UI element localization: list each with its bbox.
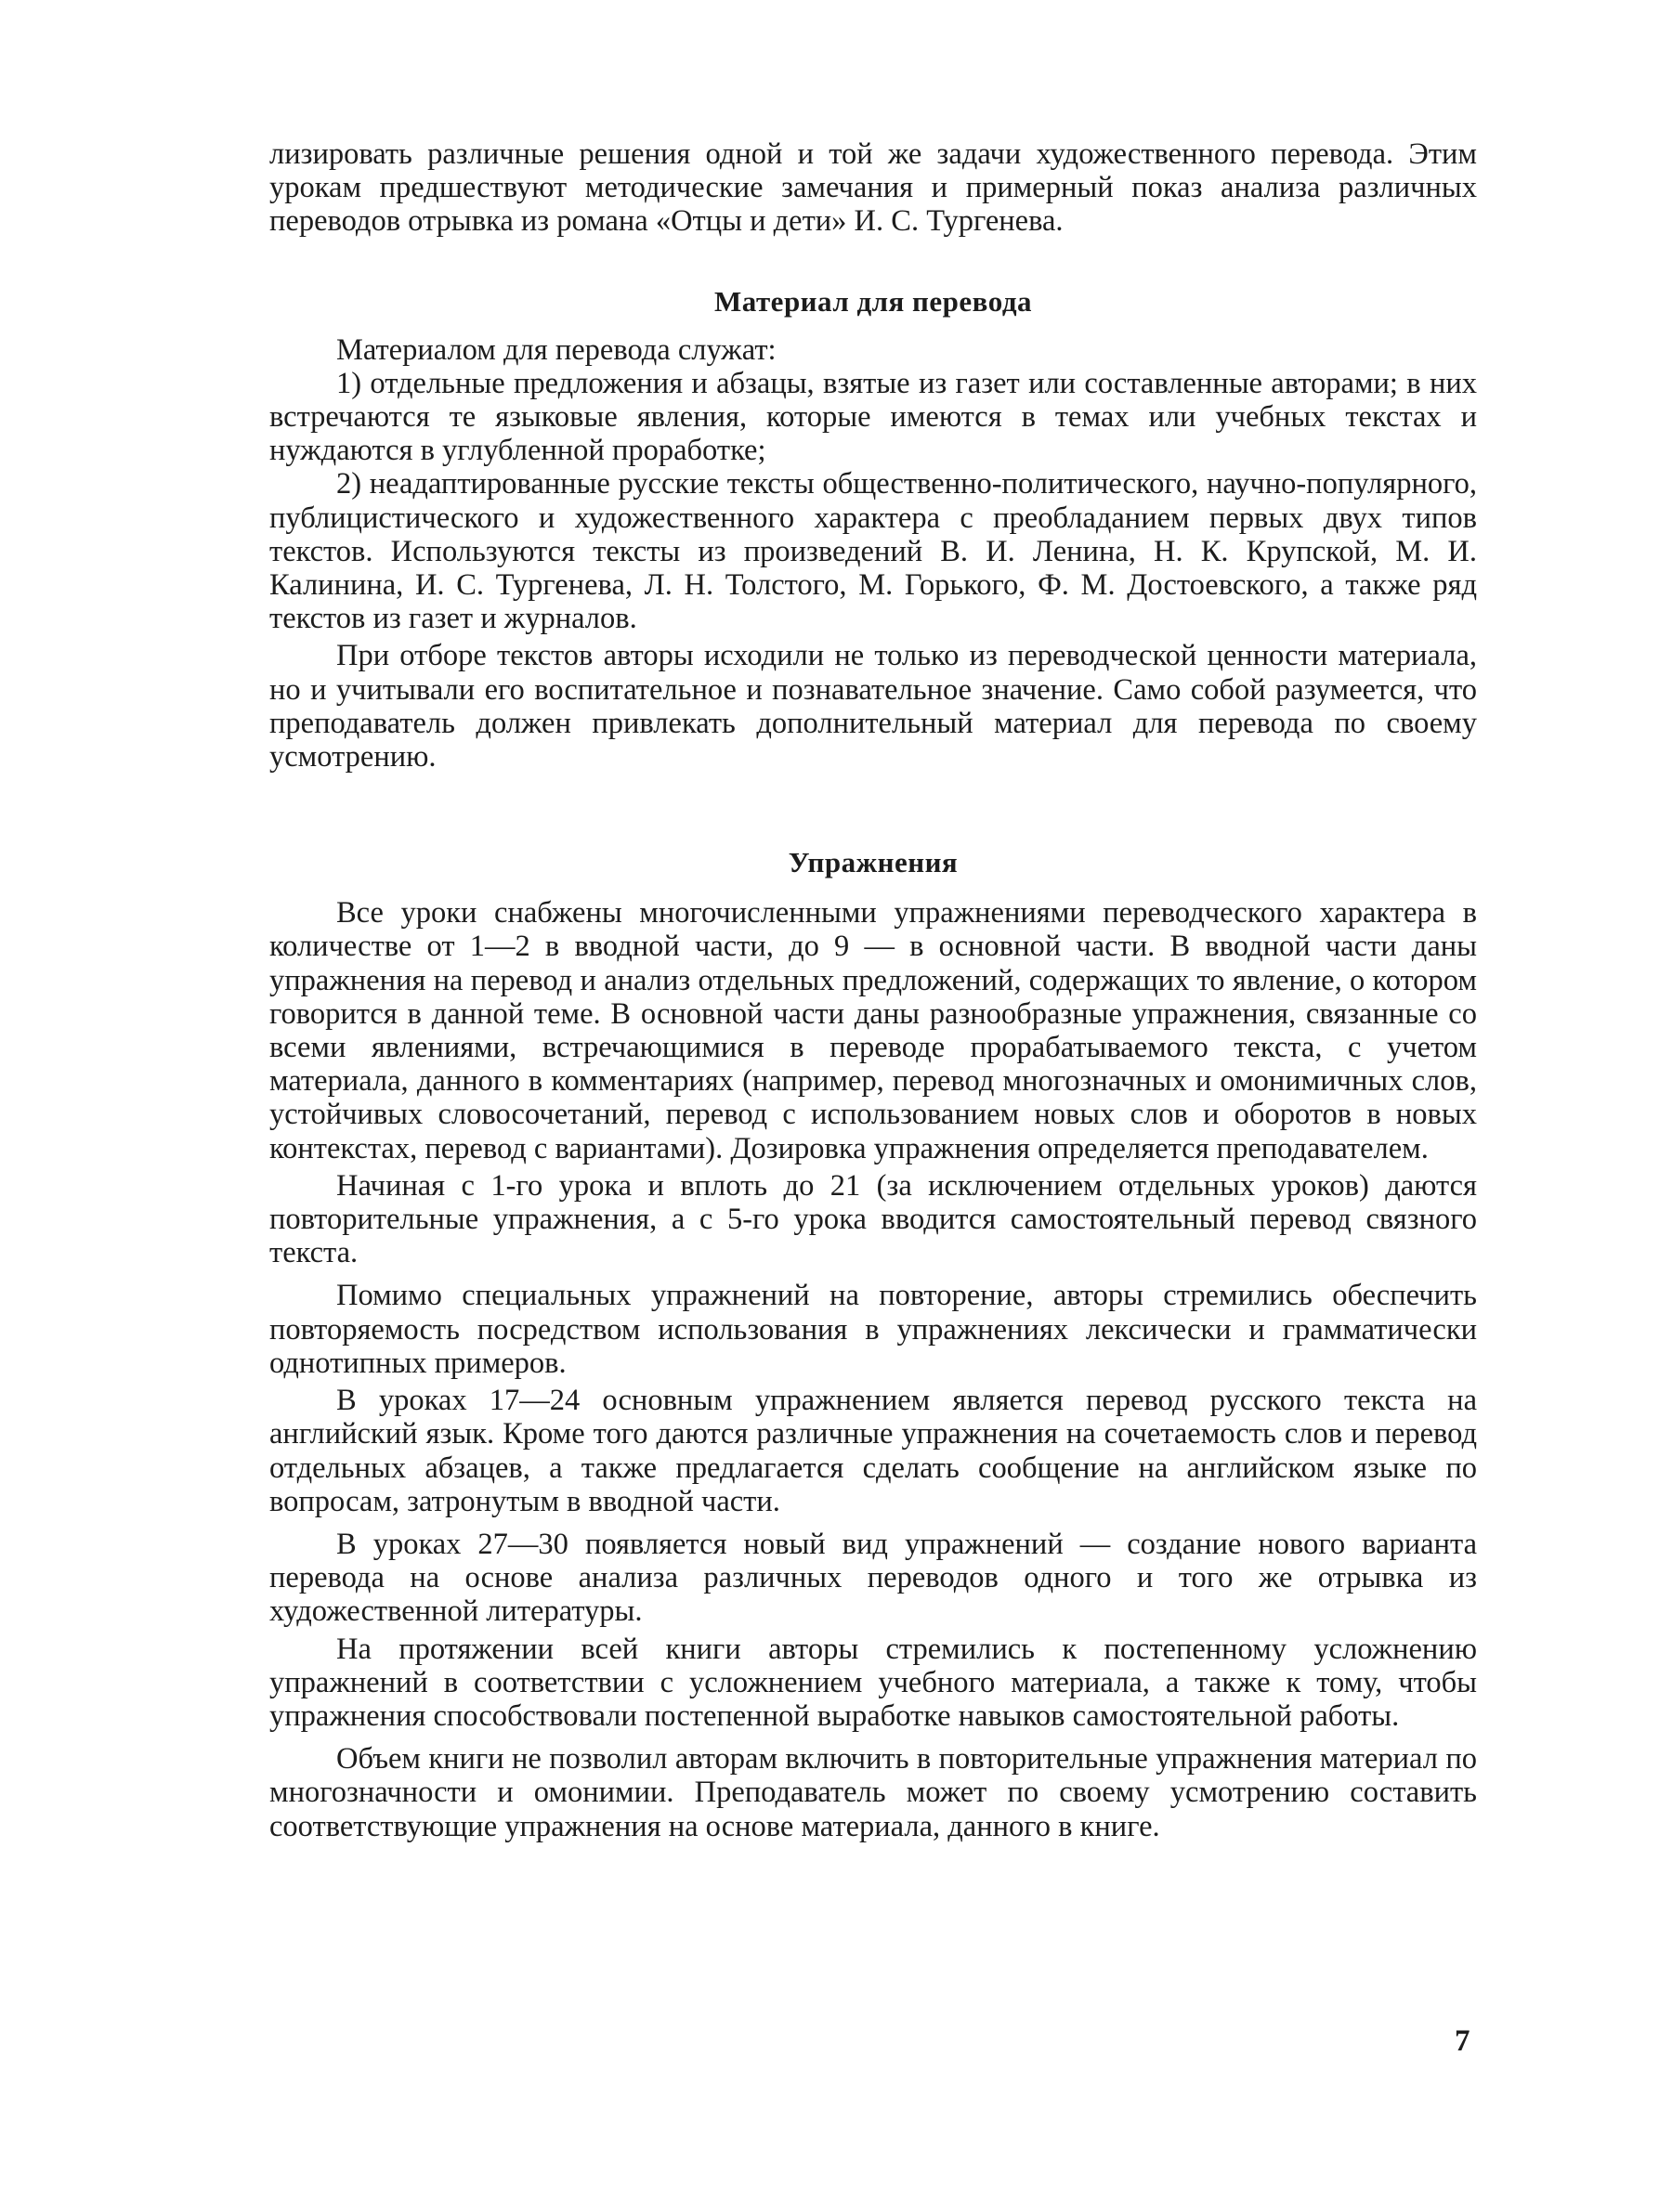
intro-paragraph: лизировать различные решения одной и той же задачи художественного перевода. Этим урокам предшествуют методические замечания и примерный показ анализа различных переводов отрывка из романа «Отцы и дети» И. С. Тургенева. [269, 137, 1477, 239]
exercises-paragraph-4: В уроках 17—24 основным упражнением является перевод русского текста на английский язык. Кроме того даются различные упражнения на сочетаемость слов и перевод отдельных абзацев, а также предлагается сделать сообщение на английском языке по вопросам, затронутым в вводной части. [269, 1384, 1477, 1518]
heading-material: Материал для перевода [714, 284, 1032, 318]
heading-exercises: Упражнения [788, 846, 959, 879]
material-paragraph-1: Материалом для перевода служат: [336, 332, 777, 367]
exercises-paragraph-3: Помимо специальных упражнений на повторение, авторы стремились обеспечить повторяемость посредством использования в упражнениях лексически и грамматически однотипных примеров. [269, 1279, 1477, 1380]
exercises-paragraph-6: На протяжении всей книги авторы стремились к постепенному усложнению упражнений в соответствии с усложнением учебного материала, а также к тому, чтобы упражнения способствовали постепенной выработке навыков самостоятельной работы. [269, 1632, 1477, 1733]
material-paragraph-2: 1) отдельные предложения и абзацы, взятые из газет или составленные авторами; в них встречаются те языковые явления, которые имеются в темах или учебных текстах и нуждаются в углубленной проработке; [269, 366, 1477, 468]
page-number: 7 [1455, 2024, 1470, 2058]
exercises-paragraph-1: Все уроки снабжены многочисленными упражнениями переводческого характера в количестве от 1—2 в вводной части, до 9 — в основной части. В вводной части даны упражнения на перевод и анализ отдельных предложений, содержащих то явление, о котором говорится в данной теме. В основной части даны разнообразные упражнения, связанные со всеми явлениями, встречающимися в переводе прорабатываемого текста, с учетом материала, данного в комментариях (например, перевод многозначных и омонимичных слов, устойчивых словосочетаний, перевод с использованием новых слов и оборотов в новых контекстах, перевод с вариантами). Дозировка упражнения определяется преподавателем. [269, 896, 1477, 1165]
page-body [269, 137, 1477, 1843]
exercises-paragraph-2: Начиная с 1-го урока и вплоть до 21 (за исключением отдельных уроков) даются повторительные упражнения, а с 5-го урока вводится самостоятельный перевод связного текста. [269, 1168, 1477, 1270]
material-paragraph-4: При отборе текстов авторы исходили не только из переводческой ценности материала, но и учитывали его воспитательное и познавательное значение. Само собой разумеется, что преподаватель должен привлекать дополнительный материал для перевода по своему усмотрению. [269, 639, 1477, 774]
exercises-paragraph-5: В уроках 27—30 появляется новый вид упражнений — создание нового варианта перевода на основе анализа различных переводов одного и того же отрывка из художественной литературы. [269, 1527, 1477, 1629]
material-paragraph-3: 2) неадаптированные русские тексты общественно-политического, научно-популярного, публицистического и художественного характера с преобладанием первых двух типов текстов. Используются тексты из произведений В. И. Ленина, Н. К. Крупской, М. И. Калинина, И. С. Тургенева, Л. Н. Толстого, М. Горького, Ф. М. Достоевского, а также ряд текстов из газет и журналов. [269, 467, 1477, 636]
exercises-paragraph-7: Объем книги не позволил авторам включить в повторительные упражнения материал по многозначности и омонимии. Преподаватель может по своему усмотрению составить соответствующие упражнения на основе материала, данного в книге. [269, 1742, 1477, 1843]
